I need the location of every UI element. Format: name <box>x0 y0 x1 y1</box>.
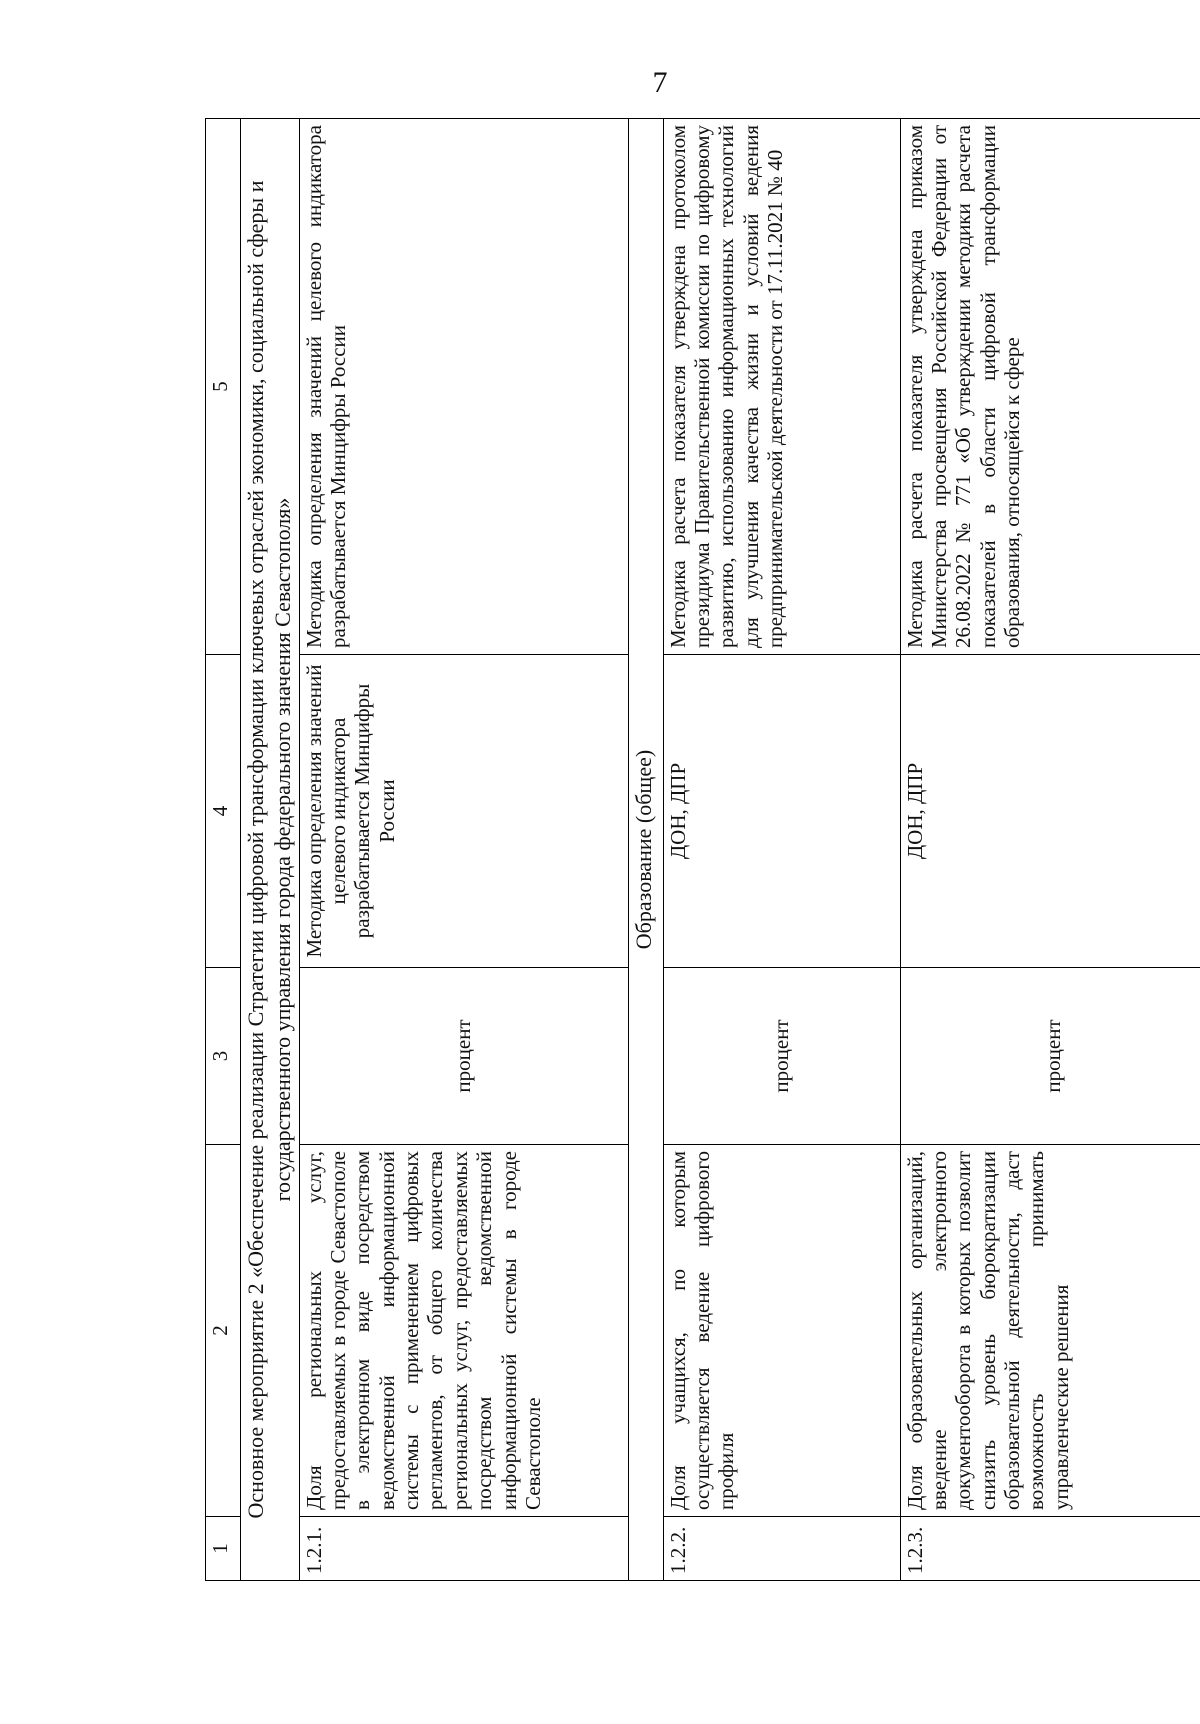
rotated-table-area <box>205 119 1165 1581</box>
column-number-2: 2 <box>206 1145 241 1517</box>
table-row <box>900 119 1200 1581</box>
section-row <box>628 119 663 1581</box>
column-number-row <box>206 119 241 1581</box>
indicator-name: Доля учащихся, по которым осуществляется ведение цифрового профиля <box>663 1145 900 1517</box>
indicator-responsible: ДОН, ДПР <box>663 655 900 968</box>
event-title-row <box>241 119 300 1581</box>
event-title: Основное мероприятие 2 «Обеспечение реализации Стратегии цифровой трансформации ключевых отраслей экономики, социальной сферы и государственного управления города федерального значения Севастополя» <box>241 119 300 1581</box>
column-number-5: 5 <box>206 119 241 655</box>
indicator-responsible: ДОН, ДПР <box>900 655 1200 968</box>
indicator-method: Методика расчета показателя утверждена приказом Министерства просвещения Российской Федерации от 26.08.2022 № 771 «Об утверждении методики расчета показателей в области цифровой трансформации образования, относящейся к сфере <box>900 119 1200 655</box>
indicator-method: Методика определения значений целевого индикатора разрабатывается Минцифры России <box>299 119 628 655</box>
indicator-unit: процент <box>299 968 628 1145</box>
section-title: Образование (общее) <box>628 119 663 1581</box>
row-number: 1.2.1. <box>299 1517 628 1581</box>
column-number-4: 4 <box>206 655 241 968</box>
indicator-name: Доля образовательных организаций, введение электронного документооборота в которых позволит снизить уровень бюрократизации образовательной деятельности, даст возможность принимать управленческие решения <box>900 1145 1200 1517</box>
page-number: 7 <box>652 66 668 99</box>
column-number-1: 1 <box>206 1517 241 1581</box>
indicator-responsible: Методика определения значений целевого индикатора разрабатывается Минцифры России <box>299 655 628 968</box>
indicators-table <box>205 118 1200 1581</box>
table-row <box>663 119 900 1581</box>
indicator-unit: процент <box>900 968 1200 1145</box>
rotated-table-container <box>205 119 1165 1581</box>
row-number: 1.2.2. <box>663 1517 900 1581</box>
table-row <box>299 119 628 1581</box>
column-number-3: 3 <box>206 968 241 1145</box>
row-number: 1.2.3. <box>900 1517 1200 1581</box>
indicator-method: Методика расчета показателя утверждена протоколом президиума Правительственной комиссии по цифровому развитию, использованию информационных технологий для улучшения качества жизни и условий ведения предпринимательской деятельности от 17.11.2021 № 40 <box>663 119 900 655</box>
indicator-unit: процент <box>663 968 900 1145</box>
indicator-name: Доля региональных услуг, предоставляемых в городе Севастополе в электронном виде посредством ведомственной информационной системы с применением цифровых регламентов, от общего количества региональных услуг, предоставляемых посредством ведомственной информационной системы в городе Севастополе <box>299 1145 628 1517</box>
